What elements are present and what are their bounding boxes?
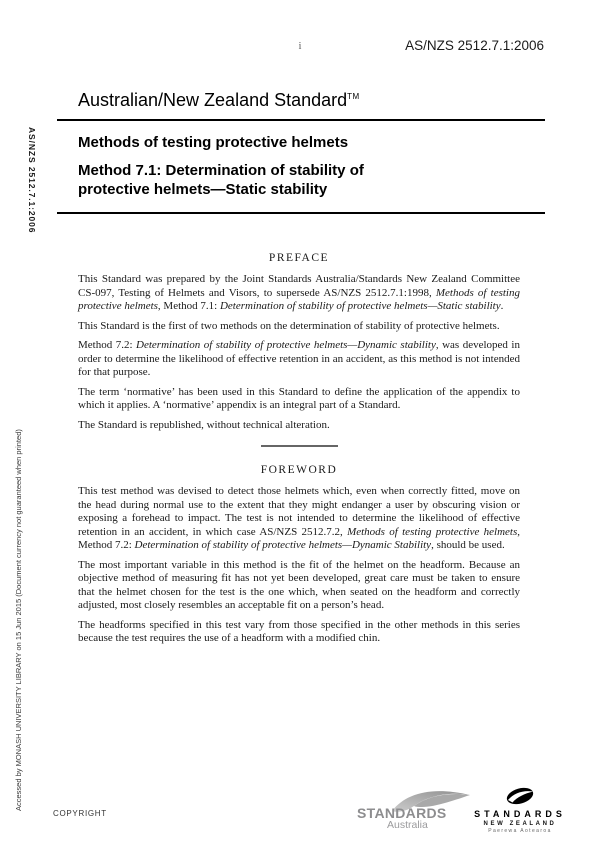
standards-australia-logo bbox=[356, 786, 474, 834]
trademark-symbol: TM bbox=[347, 92, 360, 101]
preface-paragraph-1: This Standard was prepared by the Joint Standards Australia/Standards New Zealand Committee CS-097, Testing of Helmets and Visors, to supersede AS/NZS 2512.7.1:1998, Methods of testing protective helmets, Method 7.1: Determination of stability of protective helmets—Static stability. bbox=[78, 273, 520, 312]
preface-paragraph-3: Method 7.2: Determination of stability of protective helmets—Dynamic stability, was developed in order to determine the likelihood of effective retention in an accident, as this method is not intended for that purpose. bbox=[78, 339, 520, 378]
standards-australia-region-label: Australia bbox=[387, 819, 428, 831]
method-title-line-2: protective helmets—Static stability bbox=[78, 180, 328, 198]
series-title-text: Australian/New Zealand Standard bbox=[78, 90, 348, 110]
foreword-paragraph-1: This test method was devised to detect those helmets which, even when correctly fitted, move on the head during normal use to the extent that they might endanger a user by obscuring vision or exposing a forehead to impact. The test is not intended to determine the likelihood of effective retention in an accident, in which case AS/NZS 2512.7.2, Methods of testing protective helmets, Method 7.2: Determination of stability of protective helmets—Dynamic Stability, should be used. bbox=[78, 485, 520, 551]
standards-new-zealand-wordmark: STANDARDS bbox=[474, 809, 566, 819]
preface-heading: PREFACE bbox=[268, 252, 330, 264]
spine-standard-ref: AS/NZS 2512.7.1:2006 bbox=[27, 127, 37, 234]
standard-subtitle: Methods of testing protective helmets bbox=[78, 134, 349, 151]
preface-paragraph-4: The term ‘normative’ has been used in this Standard to define the application of the appendix to which it applies. A ‘normative’ appendix is an integral part of a Standard. bbox=[78, 385, 520, 411]
preface-paragraph-2: This Standard is the first of two methods on the determination of stability of protective helmets. bbox=[78, 319, 500, 332]
method-title-line-1: Method 7.1: Determination of stability of bbox=[78, 162, 364, 179]
main-content bbox=[78, 0, 520, 652]
copyright-label: COPYRIGHT bbox=[53, 809, 107, 818]
page-number: i bbox=[298, 41, 302, 52]
foreword-paragraph-2: The most important variable in this method is the fit of the helmet on the headform. Because an objective method of measuring fit has not yet been developed, great care must be taken to ensure that the helmet chosen for the test is the one which, when seated on the headform and correctly adjusted, most closely resembles an acceptable fit on a person’s head. bbox=[78, 558, 520, 611]
foreword-paragraph-3: The headforms specified in this test vary from those specified in the other methods in this series because the test requires the use of a headform with a modified chin. bbox=[78, 618, 520, 644]
koru-icon bbox=[505, 786, 535, 806]
standards-new-zealand-tagline: Paerewa Aotearoa bbox=[488, 828, 552, 834]
library-access-note: Accessed by MONASH UNIVERSITY LIBRARY on 15 Jun 2015 (Document currency not guaranteed when printed) bbox=[14, 429, 23, 811]
horizontal-rule-bottom bbox=[57, 212, 545, 214]
section-divider bbox=[261, 445, 338, 447]
preface-paragraph-5: The Standard is republished, without technical alteration. bbox=[78, 418, 330, 431]
foreword-heading: FOREWORD bbox=[260, 464, 338, 476]
standards-australia-wordmark: STANDARDS bbox=[357, 805, 447, 821]
horizontal-rule-top bbox=[57, 119, 545, 121]
standards-new-zealand-region-label: NEW ZEALAND bbox=[483, 821, 557, 827]
standards-new-zealand-logo bbox=[464, 786, 576, 834]
series-title bbox=[78, 87, 520, 110]
method-title bbox=[78, 162, 520, 199]
header-standard-ref: AS/NZS 2512.7.1:2006 bbox=[405, 38, 544, 53]
